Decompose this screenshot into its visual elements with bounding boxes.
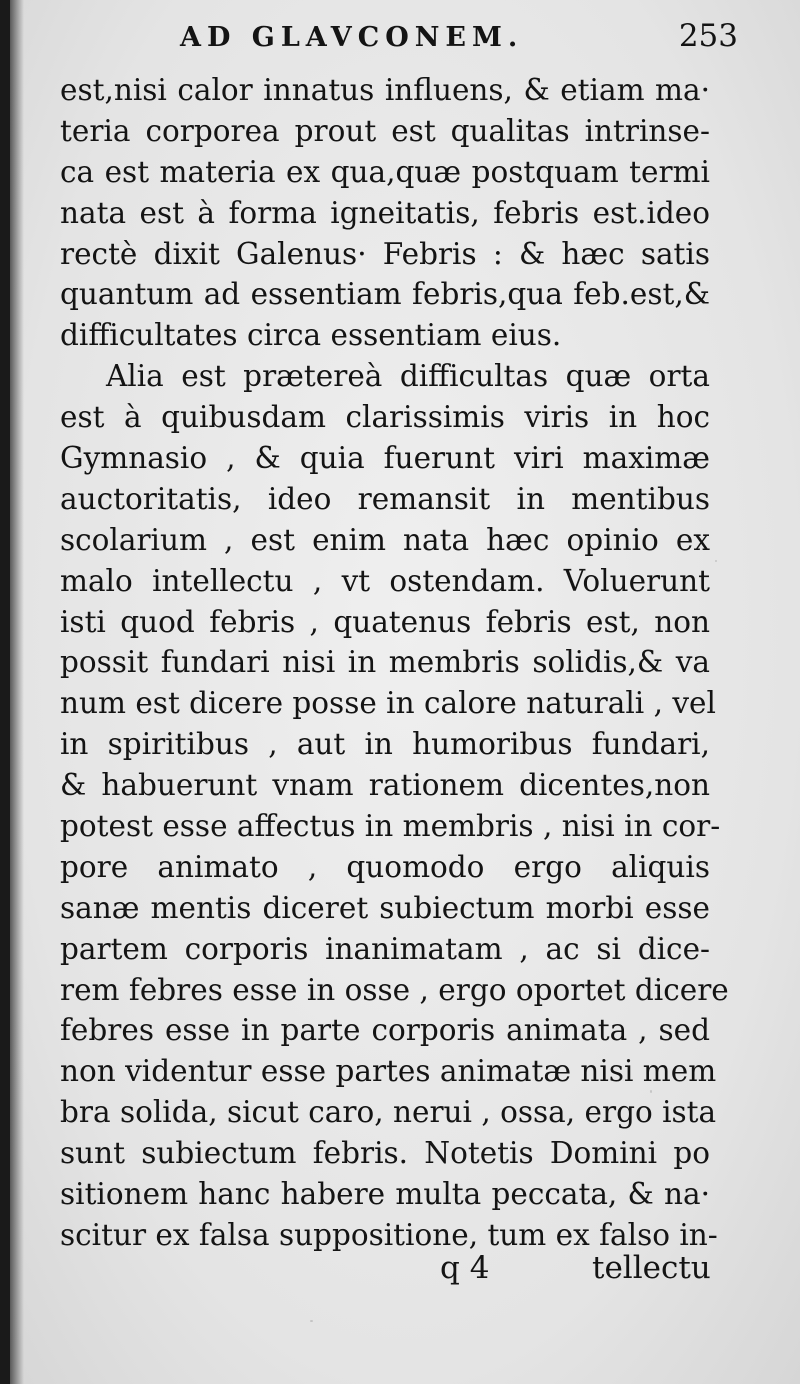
text-line: bra solida, sicut caro, nerui , ossa, ergo ista	[60, 1095, 717, 1130]
text-line: est à quibusdam clarissimis viris in hoc	[60, 400, 710, 435]
text-line: & habuerunt vnam rationem dicentes,non	[60, 768, 710, 803]
paper-speck	[715, 560, 717, 562]
text-line: teria corporea prout est qualitas intrinse-	[60, 113, 710, 148]
text-line: Gymnasio , & quia fuerunt viri maximæ	[60, 441, 710, 476]
text-line: in spiritibus , aut in humoribus fundari,	[60, 727, 710, 762]
page-gutter-shadow	[10, 0, 24, 1384]
page-footer	[10, 1248, 800, 1298]
text-line: est,nisi calor innatus influens, & etiam ma·	[60, 73, 710, 107]
text-line: num est dicere posse in calore naturali , vel	[60, 686, 716, 721]
text-line: sanæ mentis diceret subiectum morbi esse	[60, 890, 710, 925]
text-line: isti quod febris , quatenus febris est, non	[60, 604, 710, 639]
text-line: sunt subiectum febris. Notetis Domini po	[60, 1136, 710, 1171]
text-line: nata est à forma igneitatis, febris est.ideo	[60, 195, 710, 230]
text-line: ca est materia ex qua,quæ postquam termi	[60, 154, 710, 189]
paper-speck	[130, 420, 133, 423]
text-line: auctoritatis, ideo remansit in mentibus	[60, 481, 710, 516]
text-line: quantum ad essentiam febris,qua feb.est,&	[60, 277, 710, 312]
text-line: rem febres esse in osse , ergo oportet dicere	[60, 972, 729, 1007]
text-line: scitur ex falsa suppositione, tum ex falso in-	[60, 1217, 718, 1252]
text-line: sitionem hanc habere multa peccata, & na·	[60, 1177, 710, 1212]
signature-mark: q 4	[440, 1250, 490, 1286]
catchword: tellectu	[592, 1250, 711, 1286]
text-line: febres esse in parte corporis animata , sed	[60, 1013, 710, 1048]
text-line: scolarium , est enim nata hæc opinio ex	[60, 522, 710, 557]
body-text	[60, 70, 729, 1256]
text-line: pore animato , quomodo ergo aliquis	[60, 849, 710, 884]
text-line: partem corporis inanimatam , ac si dice-	[60, 931, 710, 966]
text-line: potest esse affectus in membris , nisi in cor-	[60, 809, 721, 844]
book-page	[10, 0, 800, 1384]
paper-speck	[310, 1320, 313, 1322]
text-line: rectè dixit Galenus· Febris : & hæc satis	[60, 236, 710, 271]
text-line: possit fundari nisi in membris solidis,& va	[60, 645, 710, 680]
text-line: non videntur esse partes animatæ nisi mem	[60, 1054, 717, 1089]
text-line: Alia est prætereà difficultas quæ orta	[106, 359, 710, 394]
page-number: 253	[678, 18, 738, 54]
text-line: malo intellectu , vt ostendam. Voluerunt	[60, 563, 710, 598]
text-line: difficultates circa essentiam eius.	[60, 318, 562, 353]
running-head: AD GLAVCONEM.	[180, 22, 524, 53]
paper-speck	[650, 1090, 652, 1093]
page-header	[10, 14, 800, 64]
